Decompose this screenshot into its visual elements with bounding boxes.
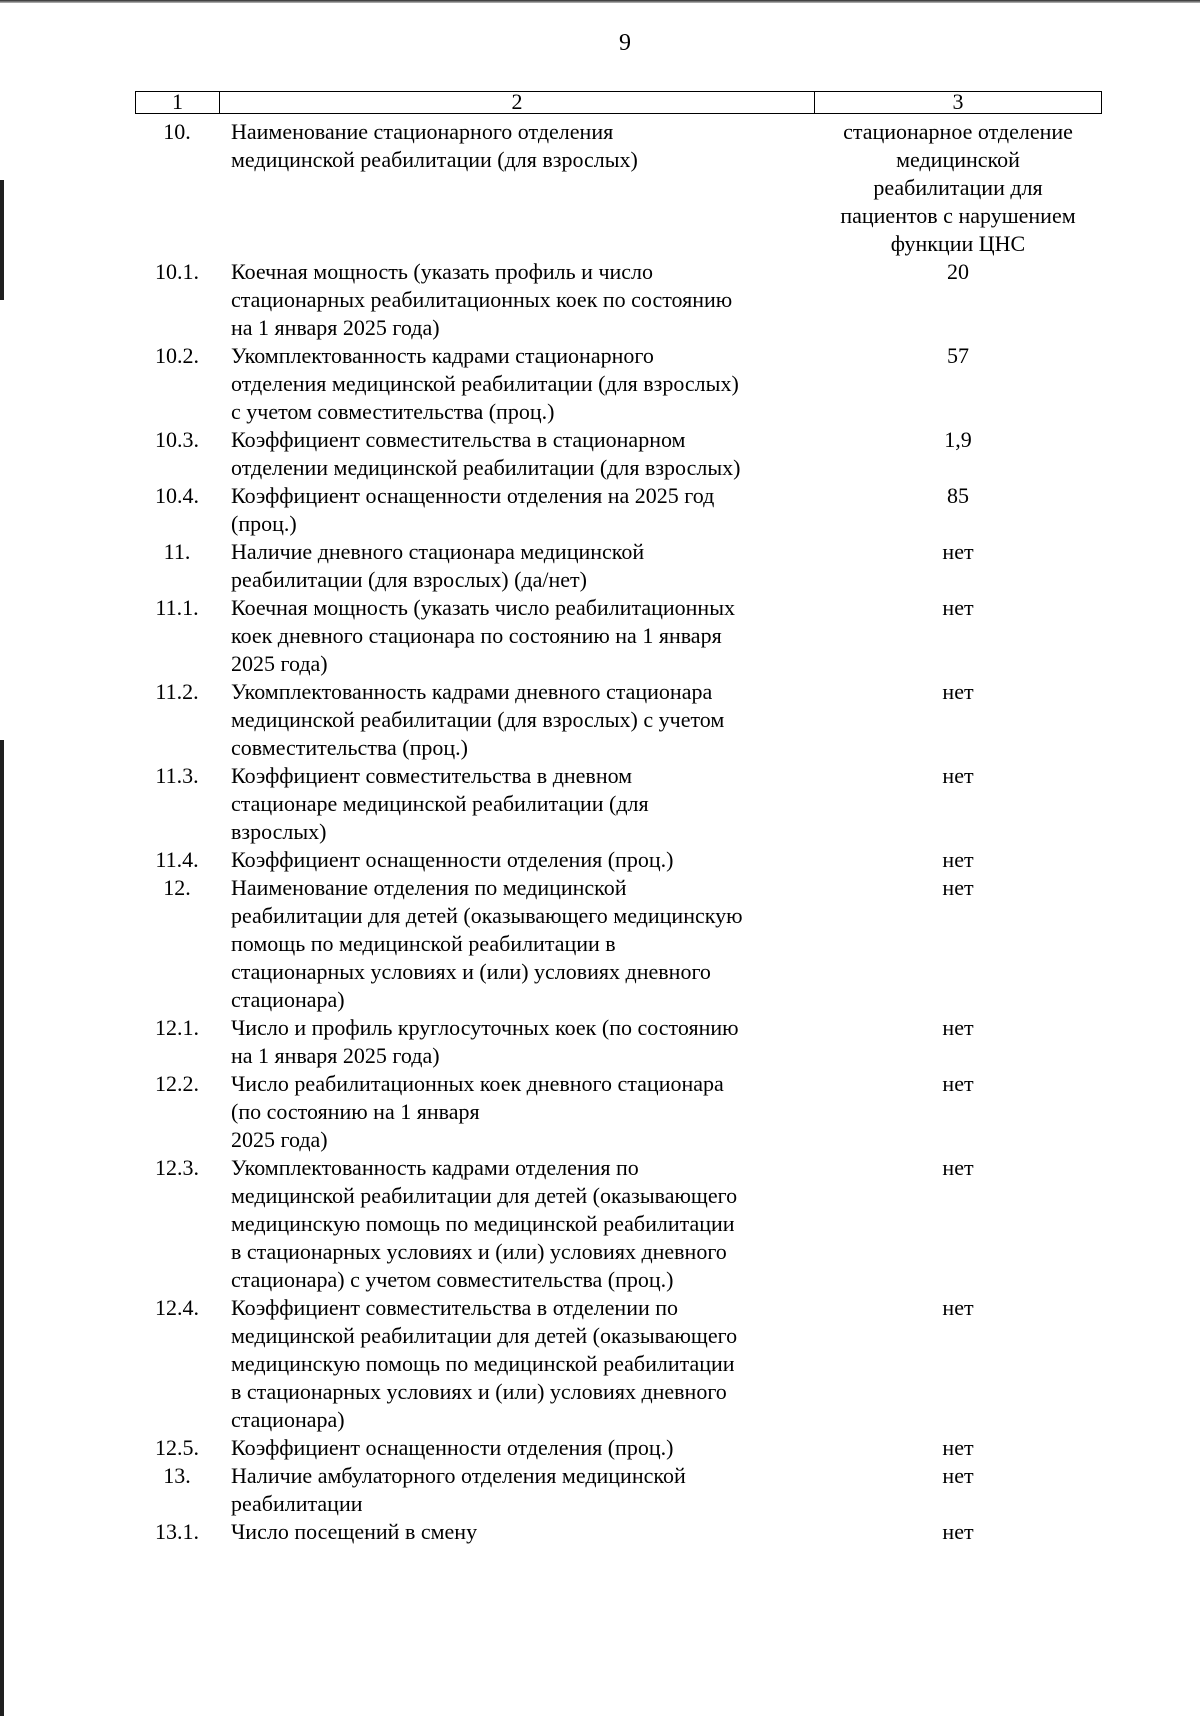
row-number: 12.5. [155,1435,199,1460]
scan-edge-left-upper [0,180,4,300]
page-number: 9 [619,30,631,56]
row-value: нет [942,1071,974,1096]
row-value: нет [942,1519,974,1544]
row-number: 13. [163,1463,191,1488]
table-row [135,426,1102,482]
row-description: Число и профиль круглосуточных коек (по состоянию на 1 января 2025 года) [231,1015,739,1068]
row-value: 85 [947,483,969,508]
table-row [135,258,1102,342]
row-number: 10.4. [155,483,199,508]
row-number: 10.1. [155,259,199,284]
row-value: нет [942,539,974,564]
row-description: Коечная мощность (указать профиль и число стационарных реабилитационных коек по состоянию на 1 января 2025 года) [231,259,733,340]
row-value: нет [942,875,974,900]
row-value: 57 [947,343,969,368]
row-description: Коэффициент оснащенности отделения (проц.) [231,1435,674,1460]
table-row [135,1462,1102,1518]
table-row [135,118,1102,258]
scan-edge-top [0,0,1200,3]
row-number: 11.2. [155,679,199,704]
row-number: 10. [163,119,191,144]
table-row [135,1294,1102,1434]
row-value: нет [942,1295,974,1320]
row-description: Наличие амбулаторного отделения медицинской реабилитации [231,1463,686,1516]
table-row [135,482,1102,538]
row-description: Укомплектованность кадрами отделения по медицинской реабилитации для детей (оказывающего медицинскую помощь по медицинской реабилитации в стационарных условиях и (или) условиях дневного стационара) с учетом совместительства (проц.) [231,1155,738,1292]
row-number: 11. [163,539,191,564]
table-header-col-2: 2 [220,92,815,113]
row-number: 11.3. [155,763,199,788]
table-row [135,1070,1102,1154]
row-value: 20 [947,259,969,284]
row-description: Число реабилитационных коек дневного стационара (по состоянию на 1 января 2025 года) [231,1071,724,1152]
row-value: нет [942,1463,974,1488]
row-value: нет [942,1155,974,1180]
table-row [135,678,1102,762]
row-number: 12.2. [155,1071,199,1096]
row-value: нет [942,1015,974,1040]
table-row [135,1154,1102,1294]
table-row [135,846,1102,874]
scan-edge-left-lower [0,740,4,1716]
row-number: 10.2. [155,343,199,368]
row-number: 13.1. [155,1519,199,1544]
row-description: Коечная мощность (указать число реабилитационных коек дневного стационара по состоянию на 1 января 2025 года) [231,595,735,676]
row-description: Укомплектованность кадрами стационарного отделения медицинской реабилитации (для взрослых) с учетом совместительства (проц.) [231,343,739,424]
row-description: Коэффициент совместительства в стационарном отделении медицинской реабилитации (для взрослых) [231,427,741,480]
row-value: нет [942,595,974,620]
row-description: Укомплектованность кадрами дневного стационара медицинской реабилитации (для взрослых) с учетом совместительства (проц.) [231,679,725,760]
table-row [135,594,1102,678]
row-value: стационарное отделение медицинской реабилитации для пациентов с нарушением функции ЦНС [840,119,1076,256]
row-value: нет [942,847,974,872]
row-description: Коэффициент оснащенности отделения (проц.) [231,847,674,872]
table-row [135,1434,1102,1462]
row-value: нет [942,763,974,788]
row-description: Наличие дневного стационара медицинской реабилитации (для взрослых) (да/нет) [231,539,645,592]
table-row [135,762,1102,846]
row-description: Число посещений в смену [231,1519,478,1544]
table-row [135,1518,1102,1546]
table-header-row [135,91,1102,114]
row-description: Наименование отделения по медицинской реабилитации для детей (оказывающего медицинскую помощь по медицинской реабилитации в стационарных условиях и (или) условиях дневного стационара) [231,875,743,1012]
row-number: 10.3. [155,427,199,452]
row-value: нет [942,679,974,704]
row-number: 11.4. [155,847,199,872]
table-row [135,1014,1102,1070]
row-number: 12.1. [155,1015,199,1040]
row-value: нет [942,1435,974,1460]
table-row [135,538,1102,594]
row-number: 12.4. [155,1295,199,1320]
table-row [135,342,1102,426]
row-description: Коэффициент оснащенности отделения на 2025 год (проц.) [231,483,715,536]
table-header-col-1: 1 [136,92,220,113]
row-value: 1,9 [944,427,972,452]
table-body [135,118,1102,1546]
table-header-col-3: 3 [952,89,964,114]
row-number: 12. [163,875,191,900]
row-number: 12.3. [155,1155,199,1180]
row-description: Коэффициент совместительства в отделении по медицинской реабилитации для детей (оказывающего медицинскую помощь по медицинской реабилитации в стационарных условиях и (или) условиях дневного стационара) [231,1295,738,1432]
row-description: Коэффициент совместительства в дневном стационаре медицинской реабилитации (для взрослых) [231,763,649,844]
row-description: Наименование стационарного отделения медицинской реабилитации (для взрослых) [231,119,638,172]
row-number: 11.1. [155,595,199,620]
table-row [135,874,1102,1014]
